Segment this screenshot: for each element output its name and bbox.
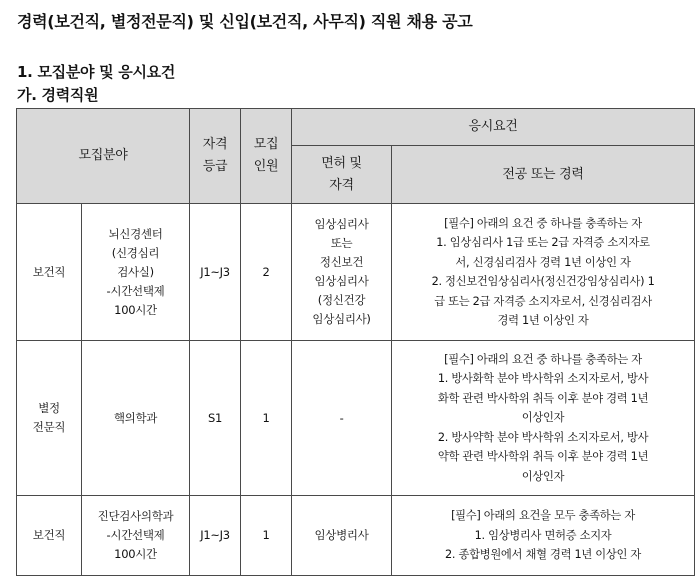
dept-line: 100시간 bbox=[114, 547, 157, 561]
count-cell: 1 bbox=[241, 496, 292, 576]
requirement-line: 약학 관련 박사학위 취득 이후 분야 경력 1년 bbox=[437, 450, 649, 464]
header-count bbox=[241, 109, 292, 204]
dept-line: 핵의학과 bbox=[113, 410, 158, 425]
dept-line: -시간선택제 bbox=[106, 283, 165, 298]
license-line: 임상심리사) bbox=[312, 312, 371, 326]
requirement-line: 2. 방사약학 분야 박사학위 소지자로서, 방사 bbox=[437, 430, 649, 444]
dept-line: 검사실) bbox=[117, 264, 154, 279]
requirements-cell bbox=[392, 496, 695, 576]
header-license bbox=[292, 146, 392, 204]
license-cell bbox=[292, 496, 392, 576]
page-title: 경력(보건직, 별정전문직) 및 신입(보건직, 사무직) 직원 채용 공고 bbox=[17, 12, 473, 31]
header-field: 모집분야 bbox=[17, 109, 190, 204]
dept-line: -시간선택제 bbox=[106, 528, 165, 542]
dept-cell bbox=[82, 341, 190, 496]
recruitment-table bbox=[16, 108, 695, 576]
header-count-line: 모집 bbox=[253, 137, 279, 152]
dept-line: 100시간 bbox=[114, 302, 157, 317]
requirements-cell bbox=[392, 341, 695, 496]
category-cell bbox=[17, 341, 82, 496]
requirement-line: 서, 신경심리검사 경력 1년 이상인 자 bbox=[455, 255, 631, 269]
header-requirements: 응시요건 bbox=[292, 109, 695, 146]
dept-line: (신경심리 bbox=[111, 245, 160, 260]
requirements-cell bbox=[392, 204, 695, 341]
subsection-title: 가. 경력직원 bbox=[17, 86, 99, 104]
license-line: 임상심리사 bbox=[314, 274, 369, 288]
license-line: (정신건강 bbox=[317, 293, 366, 307]
grade-cell: J1~J3 bbox=[190, 496, 241, 576]
requirement-line: 1. 임상병리사 면허증 소지자 bbox=[474, 528, 612, 542]
grade-cell: S1 bbox=[190, 341, 241, 496]
category-line: 전문직 bbox=[32, 420, 66, 434]
header-grade bbox=[190, 109, 241, 204]
category-cell bbox=[17, 204, 82, 341]
license-cell bbox=[292, 341, 392, 496]
header-grade-line: 등급 bbox=[202, 159, 228, 174]
table-row bbox=[17, 341, 695, 496]
requirement-line: 이상인자 bbox=[521, 469, 565, 483]
requirement-line: [필수] 아래의 요건 중 하나를 충족하는 자 bbox=[444, 352, 642, 366]
requirement-line: 이상인자 bbox=[521, 411, 565, 425]
license-cell bbox=[292, 204, 392, 341]
category-line: 보건직 bbox=[32, 264, 66, 279]
count-cell: 1 bbox=[241, 341, 292, 496]
header-license-line: 면허 및 bbox=[321, 155, 362, 171]
category-line: 보건직 bbox=[32, 528, 66, 542]
requirement-line: [필수] 아래의 요건을 모두 충족하는 자 bbox=[451, 509, 635, 523]
requirement-line: 1. 임상심리사 1급 또는 2급 자격증 소지자로 bbox=[436, 236, 650, 249]
license-line: 임상심리사 bbox=[314, 217, 369, 231]
requirement-line: 화학 관련 박사학위 취득 이후 분야 경력 1년 bbox=[437, 391, 649, 405]
requirement-line: 2. 종합병원에서 채혈 경력 1년 이상인 자 bbox=[445, 548, 642, 562]
dept-line: 뇌신경센터 bbox=[108, 226, 163, 241]
dept-cell bbox=[82, 496, 190, 576]
header-grade-line: 자격 bbox=[202, 137, 228, 152]
table-row bbox=[17, 204, 695, 341]
header-license-line: 자격 bbox=[329, 177, 354, 193]
license-line: 임상병리사 bbox=[314, 528, 369, 542]
category-cell bbox=[17, 496, 82, 576]
category-line: 별정 bbox=[38, 401, 60, 415]
license-line: 또는 bbox=[330, 236, 353, 250]
grade-cell: J1~J3 bbox=[190, 204, 241, 341]
dept-cell bbox=[82, 204, 190, 341]
table-row bbox=[17, 496, 695, 576]
section-title: 1. 모집분야 및 응시요건 bbox=[17, 63, 176, 81]
requirement-line: 급 또는 2급 자격증 소지자로서, 신경심리검사 bbox=[434, 294, 652, 308]
requirement-line: [필수] 아래의 요건 중 하나를 충족하는 자 bbox=[444, 216, 642, 230]
requirement-line: 경력 1년 이상인 자 bbox=[497, 314, 589, 327]
header-count-line: 인원 bbox=[253, 159, 279, 174]
count-cell: 2 bbox=[241, 204, 292, 341]
header-major: 전공 또는 경력 bbox=[392, 146, 695, 204]
dept-line: 진단검사의학과 bbox=[97, 509, 174, 523]
license-line: 정신보건 bbox=[319, 255, 364, 269]
requirement-line: 1. 방사화학 분야 박사학위 소지자로서, 방사 bbox=[437, 372, 649, 386]
requirement-line: 2. 정신보건임상심리사(정신건강임상심리사) 1 bbox=[431, 275, 655, 288]
license-line: - bbox=[339, 410, 344, 425]
